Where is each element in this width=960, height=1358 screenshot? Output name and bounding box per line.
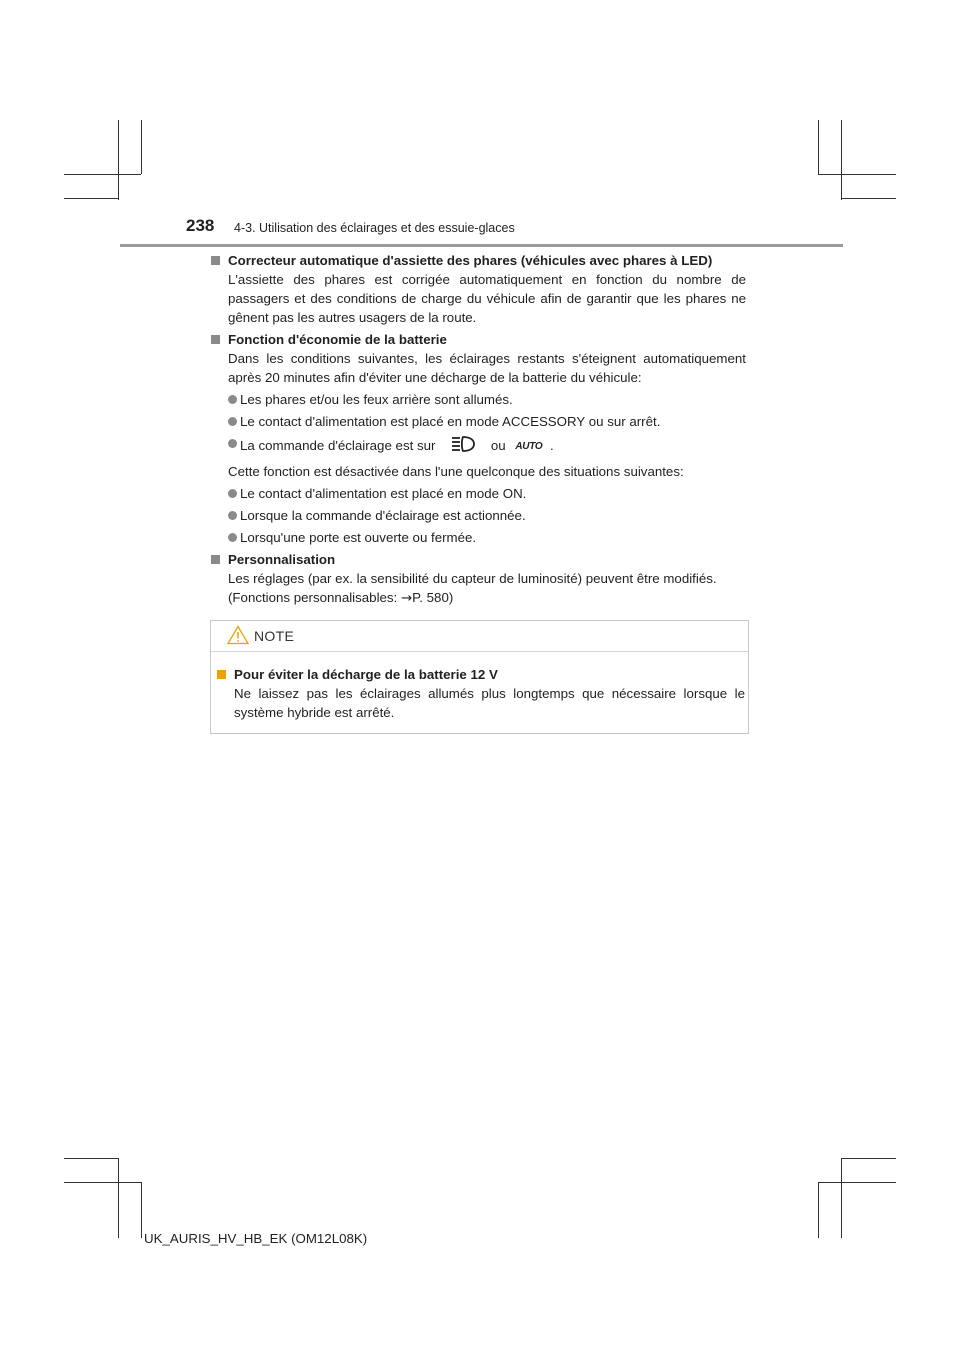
arrow-right-icon: → xyxy=(400,591,413,606)
auto-icon: AUTO xyxy=(515,441,543,452)
note-header xyxy=(211,621,748,652)
crop-mark xyxy=(141,1182,142,1238)
crop-mark xyxy=(841,198,896,199)
circle-bullet-icon xyxy=(228,417,237,426)
list-item: Lorsque la commande d'éclairage est actionnée. xyxy=(211,506,746,525)
circle-bullet-icon xyxy=(228,511,237,520)
section-heading-customization: Personnalisation xyxy=(211,550,746,569)
crop-mark xyxy=(818,174,896,175)
section-heading-battery-saver: Fonction d'économie de la batterie xyxy=(211,330,746,349)
crop-mark xyxy=(818,1182,896,1183)
crop-mark xyxy=(818,120,819,174)
note-text: Ne laissez pas les éclairages allumés plus longtemps que nécessaire lorsque le système hybride est arrêté. xyxy=(234,686,745,720)
page-content xyxy=(211,248,746,608)
square-bullet-icon xyxy=(217,670,226,679)
note-body xyxy=(217,665,745,722)
note-label: NOTE xyxy=(254,628,295,644)
crop-mark xyxy=(64,174,141,175)
paragraph-battery-saver: Dans les conditions suivantes, les éclairages restants s'éteignent automatiquement après 20 minutes afin d'éviter une décharge de la batterie du véhicule: xyxy=(228,351,746,385)
square-bullet-icon xyxy=(211,256,220,265)
crop-mark xyxy=(841,1158,896,1159)
section-title: 4-3. Utilisation des éclairages et des essuie-glaces xyxy=(234,221,515,235)
crop-mark xyxy=(64,198,119,199)
crop-mark xyxy=(64,1182,141,1183)
circle-bullet-icon xyxy=(228,395,237,404)
paragraph-cancel: Cette fonction est désactivée dans l'une quelconque des situations suivantes: xyxy=(228,464,684,479)
square-bullet-icon xyxy=(211,555,220,564)
circle-bullet-icon xyxy=(228,489,237,498)
crop-mark xyxy=(141,120,142,174)
paragraph-leveling: L'assiette des phares est corrigée automatiquement en fonction du nombre de passagers et des conditions de charge du véhicule afin de garantir que les phares ne gênent pas les autres usagers de la route. xyxy=(228,272,746,325)
circle-bullet-icon xyxy=(228,439,237,448)
header-rule xyxy=(120,244,843,247)
circle-bullet-icon xyxy=(228,533,237,542)
list-item: Le contact d'alimentation est placé en mode ON. xyxy=(211,484,746,503)
crop-mark xyxy=(118,1158,119,1238)
list-item: La commande d'éclairage est sur ou AUTO . xyxy=(211,434,746,459)
list-item: Lorsqu'une porte est ouverte ou fermée. xyxy=(211,528,746,547)
document-code: UK_AURIS_HV_HB_EK (OM12L08K) xyxy=(144,1231,368,1246)
page-number: 238 xyxy=(186,216,215,235)
crop-mark xyxy=(118,120,119,200)
crop-mark xyxy=(64,1158,119,1159)
square-bullet-icon xyxy=(211,335,220,344)
note-heading: Pour éviter la décharge de la batterie 12 V xyxy=(217,665,745,684)
paragraph-customization: Les réglages (par ex. la sensibilité du capteur de luminosité) peuvent être modifiés. xyxy=(228,571,717,586)
page-reference-link[interactable]: P. 580) xyxy=(412,590,454,605)
headlight-icon xyxy=(449,434,477,459)
crop-mark xyxy=(818,1182,819,1238)
list-item: Le contact d'alimentation est placé en mode ACCESSORY ou sur arrêt. xyxy=(211,412,746,431)
section-heading-leveling: Correcteur automatique d'assiette des phares (véhicules avec phares à LED) xyxy=(211,251,746,270)
list-item: Les phares et/ou les feux arrière sont allumés. xyxy=(211,390,746,409)
page-reference: (Fonctions personnalisables: →P. 580) xyxy=(228,590,454,606)
crop-mark xyxy=(841,1158,842,1238)
warning-triangle-icon xyxy=(227,625,249,650)
note-box xyxy=(210,620,749,734)
crop-mark xyxy=(841,120,842,200)
